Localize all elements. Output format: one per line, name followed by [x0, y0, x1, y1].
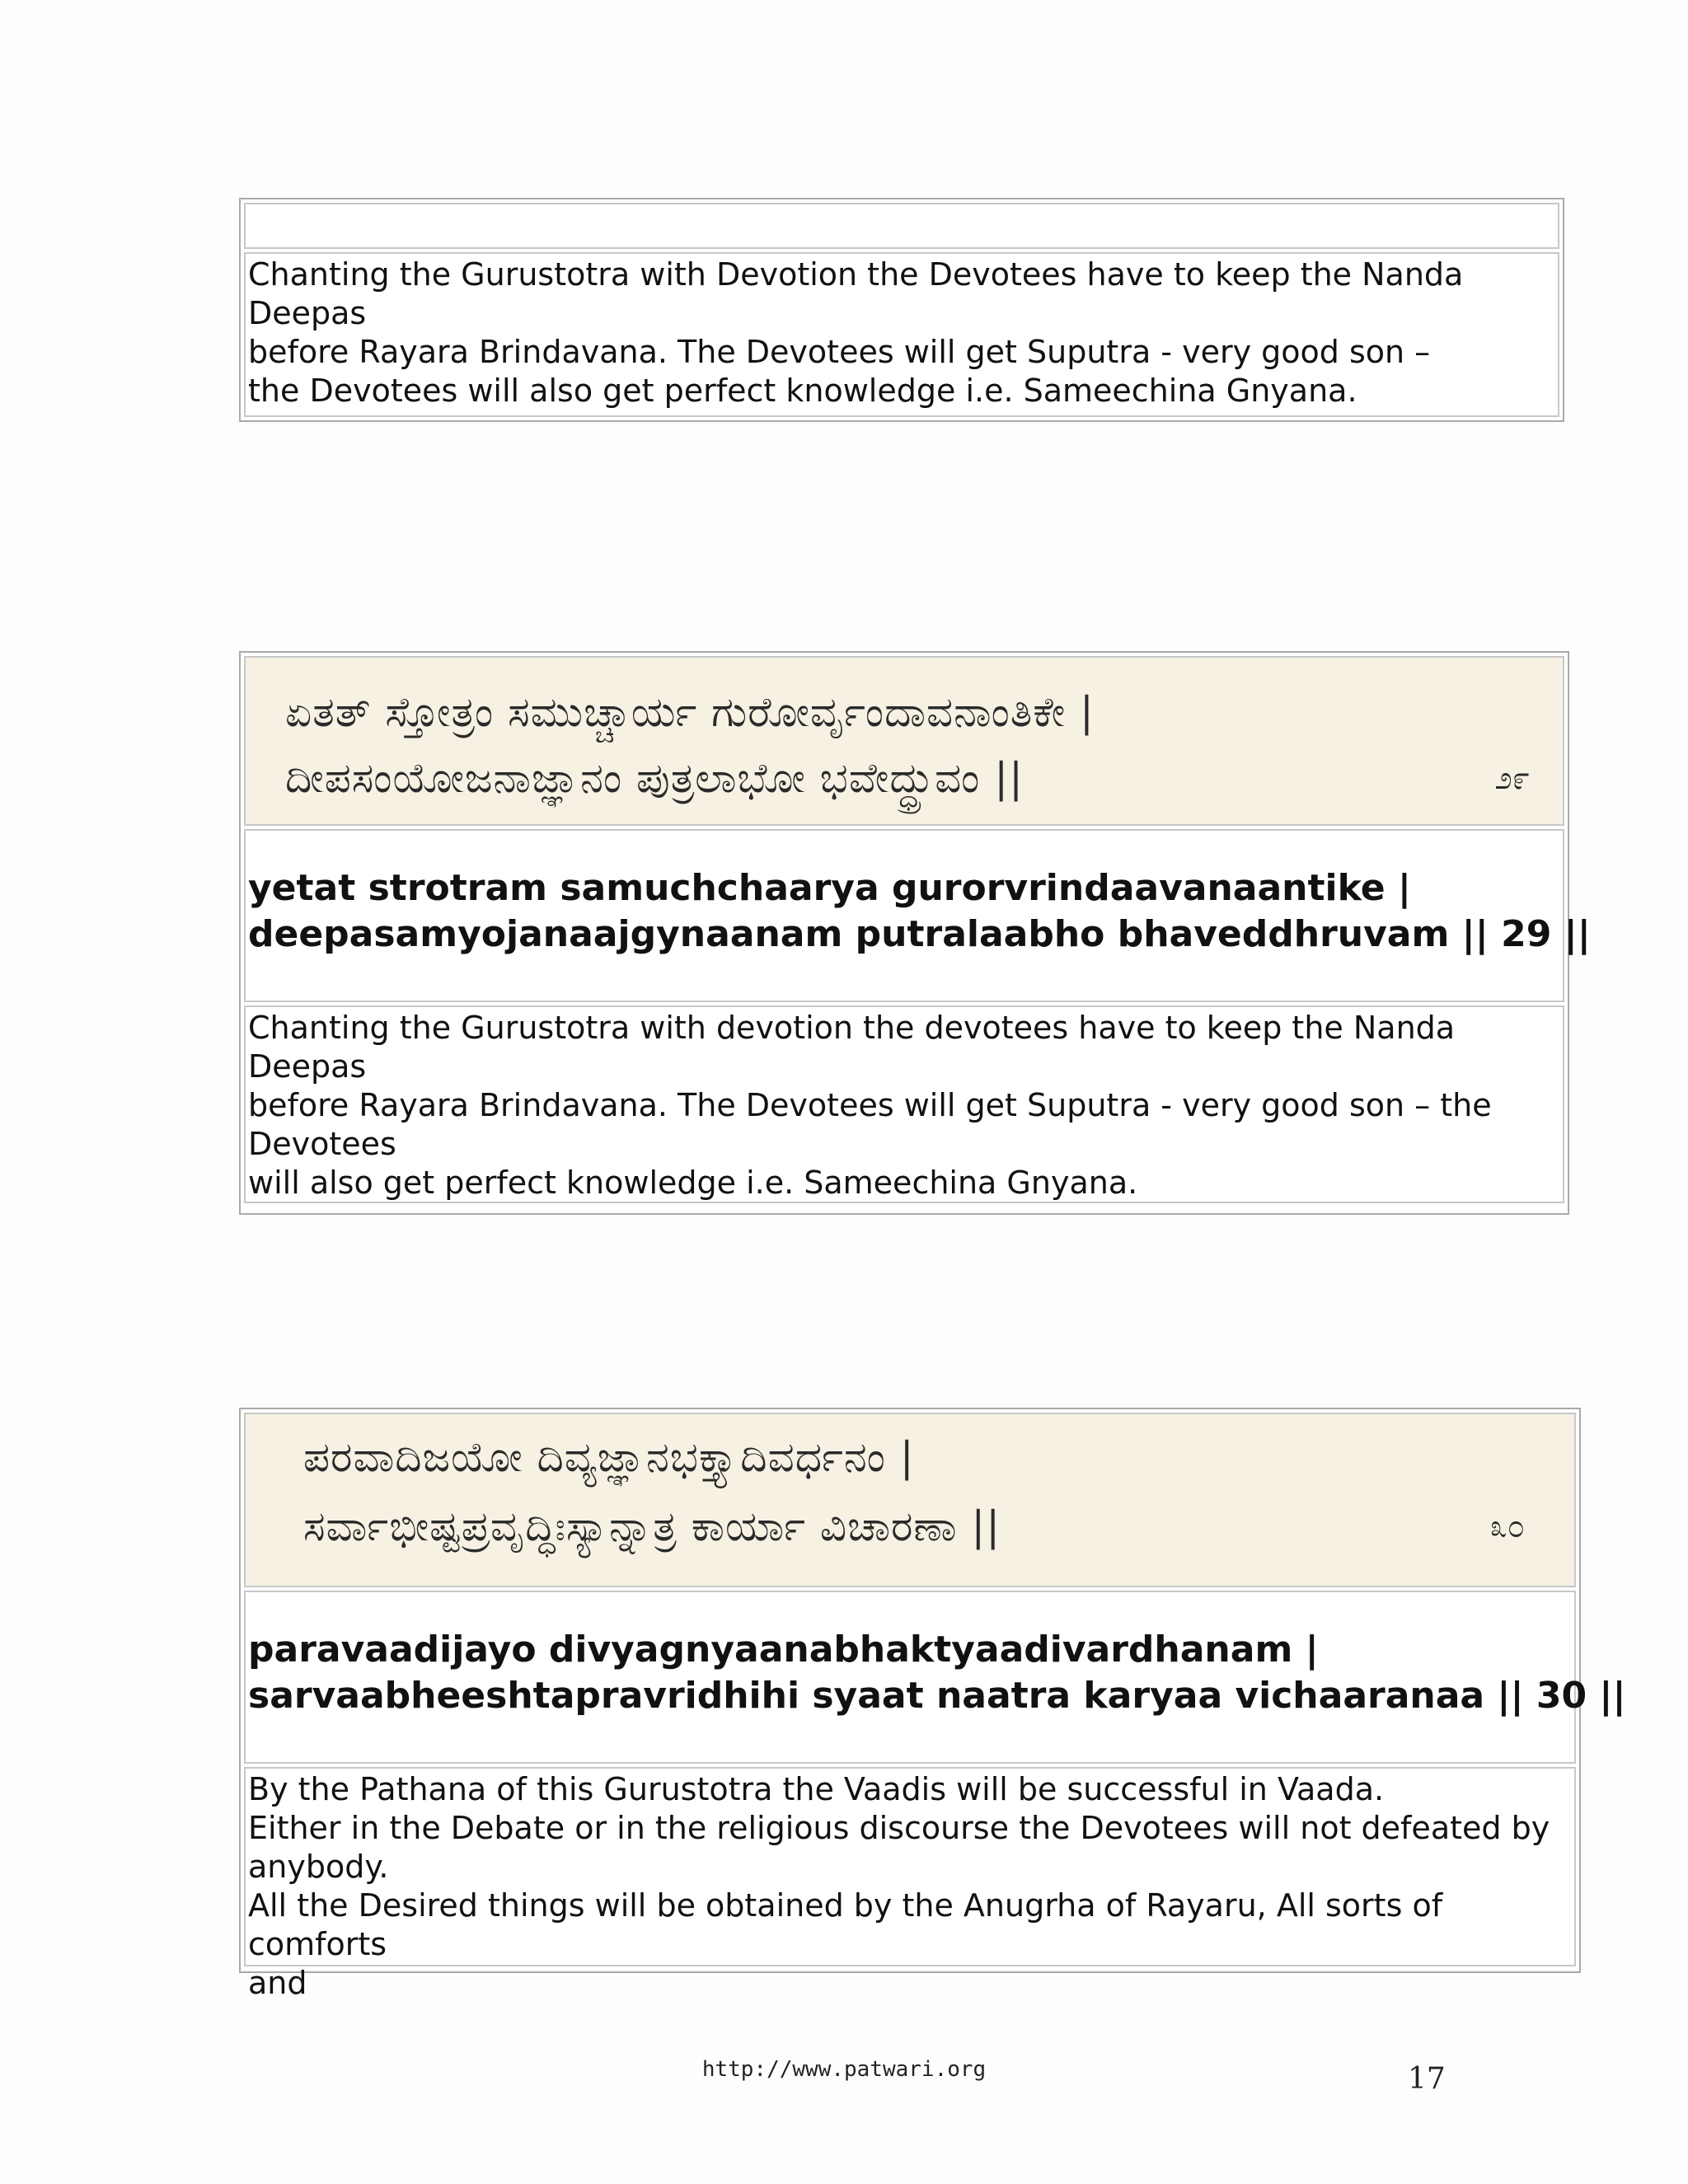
- kannada-verse-number: ೩೦: [1489, 1508, 1525, 1544]
- kannada-verse-number: ೨೯: [1494, 760, 1530, 796]
- explanation-text: Chanting the Gurustotra with Devotion the Devotees have to keep the Nanda Deepas before Rayara Brindavana. The Devotees will get Suputra - very good son – the Devotees will also get perfect knowledge i.e. Sameechina Gnyana.: [244, 252, 1559, 417]
- kannada-line-2: ದೀಪಸಂಯೋಜನಾಜ್ಞಾನಂ ಪುತ್ರಲಾಭೋ ಭವೇದ್ಧ್ರುವಂ ||: [285, 754, 1024, 802]
- kannada-verse-scan: [244, 1413, 1576, 1587]
- verse-29-block: [239, 651, 1591, 1215]
- footer-url[interactable]: http://www.patwari.org: [701, 2057, 987, 2082]
- verse-30-block: [239, 1408, 1626, 2001]
- transliteration: [244, 1591, 1626, 1764]
- page-number: 17: [1408, 2062, 1446, 2096]
- transliteration-line-2: deepasamyojanaajgynaanam putralaabho bhaveddhruvam || 29 ||: [248, 913, 1591, 955]
- empty-row: [244, 203, 1559, 249]
- verse-28-block: [239, 198, 1564, 422]
- transliteration-line-1: paravaadijayo divyagnyaanabhaktyaadivardhanam |: [248, 1629, 1319, 1671]
- kannada-verse-scan: [244, 656, 1564, 826]
- explanation-text: By the Pathana of this Gurustotra the Vaadis will be successful in Vaada. Either in the Debate or in the religious discourse the Devotees will not defeated by anybody. All the Desired things will be obtained by the Anugrha of Rayaru, All sorts of comforts and: [244, 1767, 1576, 1966]
- transliteration-line-2: sarvaabheeshtapravridhihi syaat naatra karyaa vichaaranaa || 30 ||: [248, 1675, 1626, 1717]
- kannada-line-1: ಏತತ್ ಸ್ತೋತ್ರಂ ಸಮುಚ್ಚಾರ್ಯ ಗುರೋರ್ವೃಂದಾವನಾಂತಿಕೇ |: [285, 688, 1095, 736]
- transliteration: [244, 829, 1591, 1002]
- explanation-text: Chanting the Gurustotra with devotion the devotees have to keep the Nanda Deepas before Rayara Brindavana. The Devotees will get Suputra - very good son – the Devotees will also get perfect knowledge i.e. Sameechina Gnyana.: [244, 1005, 1564, 1203]
- kannada-line-1: ಪರವಾದಿಜಯೋ ದಿವ್ಯಜ್ಞಾನಭಕ್ತ್ಯಾದಿವರ್ಧನಂ |: [303, 1433, 915, 1481]
- transliteration-line-1: yetat strotram samuchchaarya gurorvrindaavanaantike |: [248, 867, 1411, 909]
- kannada-line-2: ಸರ್ವಾಭೀಷ್ಟಪ್ರವೃದ್ಧಿಃಸ್ಯಾನ್ನಾತ್ರ ಕಾರ್ಯಾ ವಿಚಾರಣಾ ||: [303, 1502, 1001, 1550]
